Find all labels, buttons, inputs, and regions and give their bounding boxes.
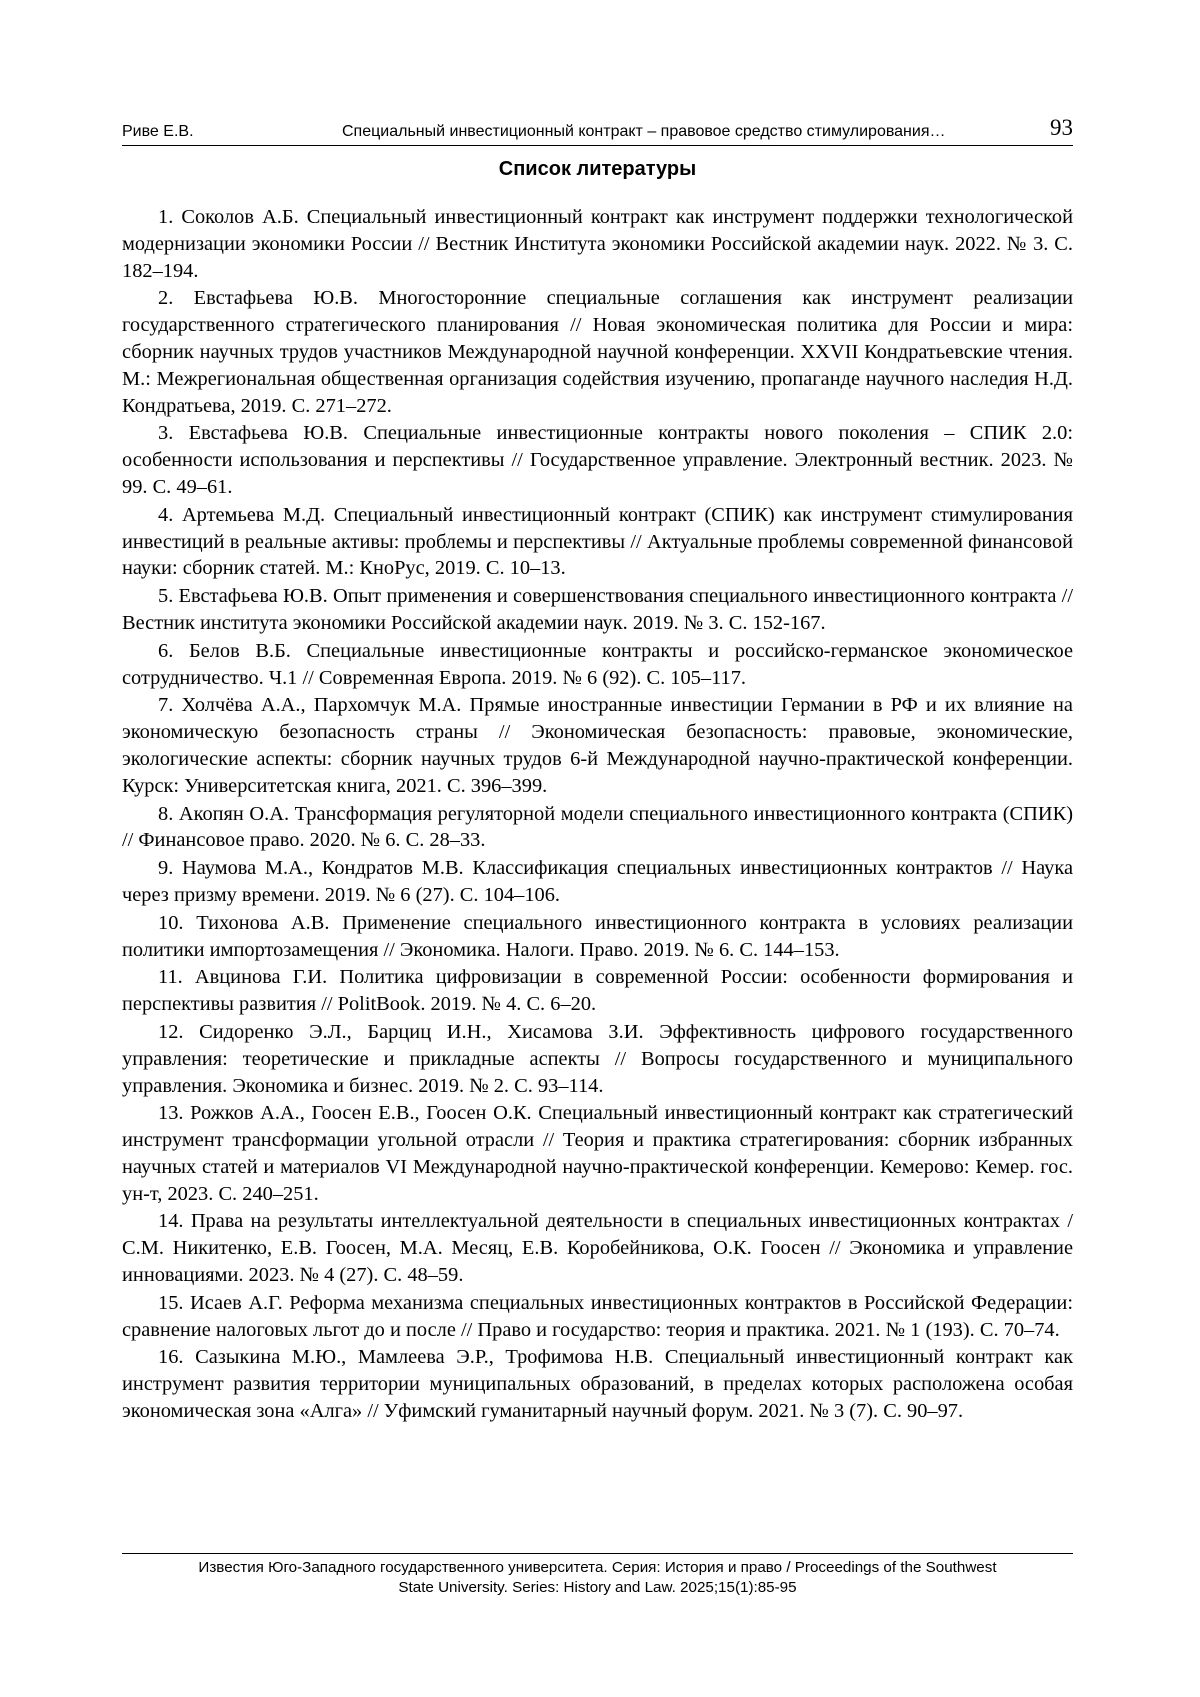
reference-item: 12. Сидоренко Э.Л., Барциц И.Н., Хисамова З.И. Эффективность цифрового государственного управления: теоретические и прикладные аспекты // Вопросы государственного и муниципального управления. Экономика и бизнес. 2019. № 2. С. 93–114. bbox=[122, 1020, 1073, 1097]
footer-line-1: Известия Юго-Западного государственного университета. Серия: История и право / Proceedings of the Southwest bbox=[198, 1559, 997, 1576]
reference-item: 16. Сазыкина М.Ю., Мамлеева Э.Р., Трофимова Н.В. Специальный инвестиционный контракт как инструмент развития территории муниципальных образований, в пределах которых расположена особая экономическая зона «Алга» // Уфимский гуманитарный научный форум. 2021. № 3 (7). С. 90–97. bbox=[122, 1346, 1073, 1423]
reference-item: 4. Артемьева М.Д. Специальный инвестиционный контракт (СПИК) как инструмент стимулирования инвестиций в реальные активы: проблемы и перспективы // Актуальные проблемы современной финансовой науки: сборник статей. М.: КноРус, 2019. С. 10–13. bbox=[122, 503, 1073, 580]
page-number: 93 bbox=[1050, 115, 1073, 140]
reference-item: 3. Евстафьева Ю.В. Специальные инвестиционные контракты нового поколения – СПИК 2.0: особенности использования и перспективы // Государственное управление. Электронный вестник. 2023. № 99. С. 49–61. bbox=[122, 422, 1073, 498]
section-title: Список литературы bbox=[498, 158, 697, 180]
reference-list bbox=[122, 204, 1073, 1425]
header-running-title: Специальный инвестиционный контракт – правовое средство стимулирования… bbox=[342, 123, 946, 140]
reference-item: 11. Авцинова Г.И. Политика цифровизации в современной России: особенности формирования и перспективы развития // PolitBook. 2019. № 4. С. 6–20. bbox=[122, 966, 1073, 1016]
reference-item: 7. Холчёва А.А., Пархомчук М.А. Прямые иностранные инвестиции Германии в РФ и их влияние на экономическую безопасность страны // Экономическая безопасность: правовые, экономические, экологические аспекты: сборник научных трудов 6-й Международной научно-практической конференции. Курск: Университетская книга, 2021. С. 396–399. bbox=[122, 694, 1073, 797]
reference-item: 2. Евстафьева Ю.В. Многосторонние специальные соглашения как инструмент реализации государственного стратегического планирования // Новая экономическая политика для России и мира: сборник научных трудов участников Международной научной конференции. XXVII Кондратьевские чтения. М.: Межрегиональная общественная организация содействия изучению, пропаганде научного наследия Н.Д. Кондратьева, 2019. С. 271–272. bbox=[122, 287, 1073, 417]
reference-item: 9. Наумова М.А., Кондратов М.В. Классификация специальных инвестиционных контрактов // Наука через призму времени. 2019. № 6 (27). С. 104–106. bbox=[122, 857, 1073, 906]
reference-item: 8. Акопян О.А. Трансформация регуляторной модели специального инвестиционного контракта (СПИК) // Финансовое право. 2020. № 6. С. 28–33. bbox=[122, 802, 1073, 852]
reference-item: 14. Права на результаты интеллектуальной деятельности в специальных инвестиционных контрактах / С.М. Никитенко, Е.В. Гоосен, М.А. Месяц, Е.В. Коробейникова, О.К. Гоосен // Экономика и управление инновациями. 2023. № 4 (27). С. 48–59. bbox=[122, 1210, 1073, 1287]
reference-item: 10. Тихонова А.В. Применение специального инвестиционного контракта в условиях реализации политики импортозамещения // Экономика. Налоги. Право. 2019. № 6. С. 144–153. bbox=[122, 911, 1073, 961]
footer-line-2: State University. Series: History and Law. 2025;15(1):85-95 bbox=[398, 1579, 797, 1596]
running-header bbox=[122, 115, 1073, 146]
header-author: Риве Е.В. bbox=[122, 123, 194, 140]
reference-item: 1. Соколов А.Б. Специальный инвестиционный контракт как инструмент поддержки технологической модернизации экономики России // Вестник Института экономики Российской академии наук. 2022. № 3. С. 182–194. bbox=[122, 206, 1073, 282]
journal-footer bbox=[122, 1553, 1073, 1598]
reference-item: 15. Исаев А.Г. Реформа механизма специальных инвестиционных контрактов в Российской Федерации: сравнение налоговых льгот до и после // Право и государство: теория и практика. 2021. № 1 (193). С. 70–74. bbox=[122, 1291, 1073, 1341]
reference-item: 13. Рожков А.А., Гоосен Е.В., Гоосен О.К. Специальный инвестиционный контракт как стратегический инструмент трансформации угольной отрасли // Теория и практика стратегирования: сборник избранных научных статей и материалов VI Международной научно-практической конференции. Кемерово: Кемер. гос. ун-т, 2023. С. 240–251. bbox=[122, 1102, 1073, 1205]
reference-item: 5. Евстафьева Ю.В. Опыт применения и совершенствования специального инвестиционного контракта // Вестник института экономики Российской академии наук. 2019. № 3. С. 152-167. bbox=[122, 585, 1073, 634]
reference-item: 6. Белов В.Б. Специальные инвестиционные контракты и российско-германское экономическое сотрудничество. Ч.1 // Современная Европа. 2019. № 6 (92). С. 105–117. bbox=[122, 639, 1073, 689]
